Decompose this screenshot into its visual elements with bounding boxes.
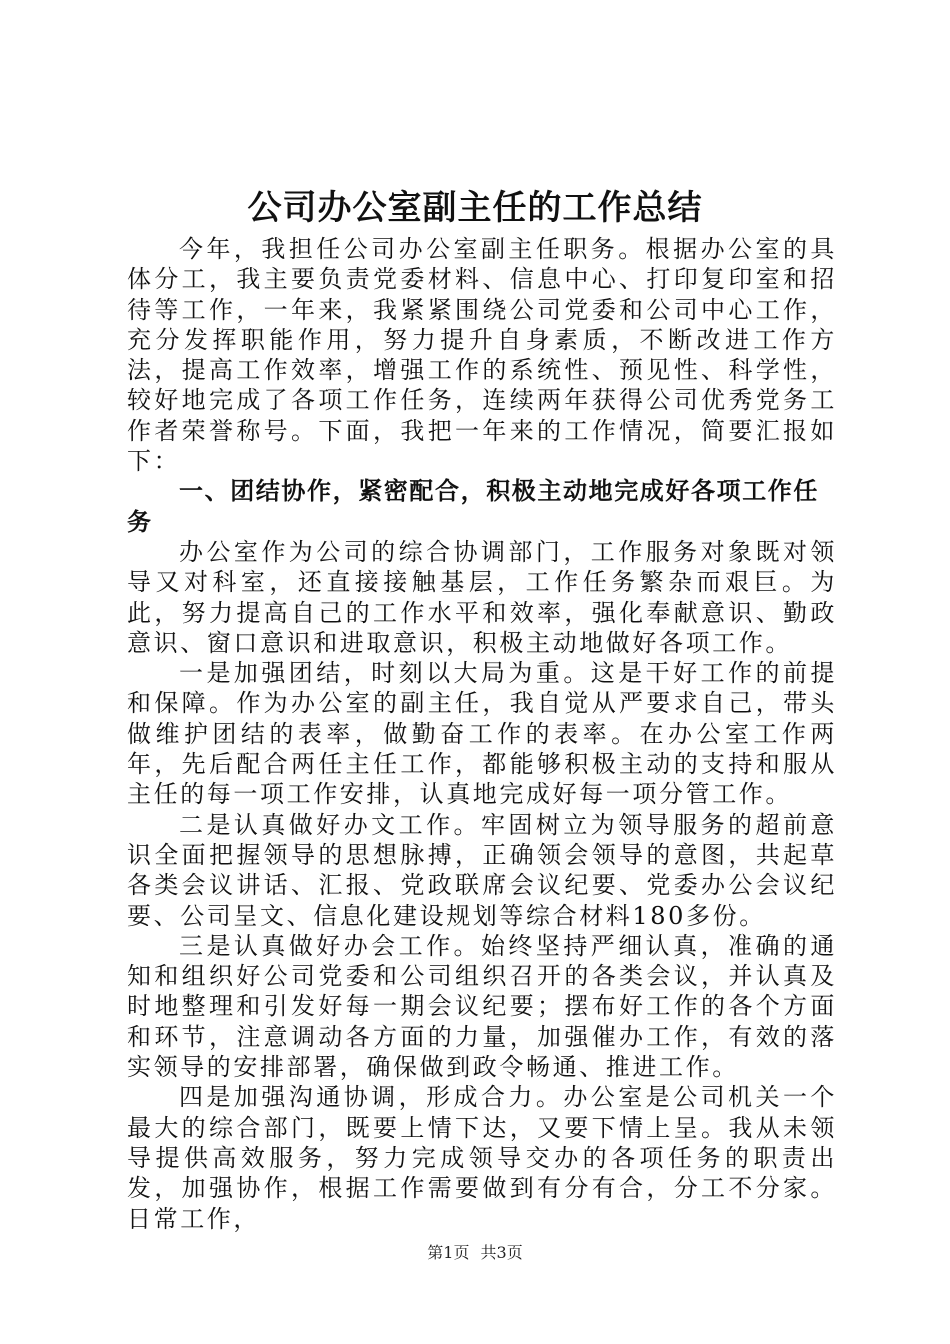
document-body [127, 234, 837, 1234]
page-total: 共3页 [480, 1243, 523, 1262]
document-title: 公司办公室副主任的工作总结 [247, 188, 703, 228]
page-number: 第1页 [427, 1243, 470, 1262]
body-paragraph: 办公室作为公司的综合协调部门，工作服务对象既对领导又对科室，还直接接触基层，工作任务繁杂而艰巨。为此，努力提高自己的工作水平和效率，强化奉献意识、勤政意识、窗口意识和进取意识，积极主动地做好各项工作。 [127, 537, 837, 657]
body-paragraph: 二是认真做好办文工作。牢固树立为领导服务的超前意识全面把握领导的思想脉搏，正确领会领导的意图，共起草各类会议讲话、汇报、党政联席会议纪要、党委办公会议纪要、公司呈文、信息化建设规划等综合材料180多份。 [127, 810, 837, 930]
intro-paragraph: 今年，我担任公司办公室副主任职务。根据办公室的具体分工，我主要负责党委材料、信息中心、打印复印室和招待等工作，一年来，我紧紧围绕公司党委和公司中心工作，充分发挥职能作用，努力提升自身素质，不断改进工作方法，提高工作效率，增强工作的系统性、预见性、科学性，较好地完成了各项工作任务，连续两年获得公司优秀党务工作者荣誉称号。下面，我把一年来的工作情况，简要汇报如下： [127, 235, 837, 476]
body-paragraph: 三是认真做好办会工作。始终坚持严细认真，准确的通知和组织好公司党委和公司组织召开的各类会议，并认真及时地整理和引发好每一期会议纪要；摆布好工作的各个方面和环节，注意调动各方面的力量，加强催办工作，有效的落实领导的安排部署，确保做到政令畅通、推进工作。 [127, 931, 837, 1082]
body-paragraph: 一是加强团结，时刻以大局为重。这是干好工作的前提和保障。作为办公室的副主任，我自觉从严要求自己，带头做维护团结的表率，做勤奋工作的表率。在办公室工作两年，先后配合两任主任工作，都能够积极主动的支持和服从主任的每一项工作安排，认真地完成好每一项分管工作。 [127, 659, 837, 809]
page-footer [0, 1243, 950, 1263]
section-heading: 一、团结协作，紧密配合，积极主动地完成好各项工作任务 [127, 477, 819, 536]
body-paragraph: 四是加强沟通协调，形成合力。办公室是公司机关一个最大的综合部门，既要上情下达，又要下情上呈。我从未领导提供高效服务，努力完成领导交办的各项任务的职责出发，加强协作，根据工作需要做到有分有合，分工不分家。日常工作， [127, 1083, 837, 1233]
